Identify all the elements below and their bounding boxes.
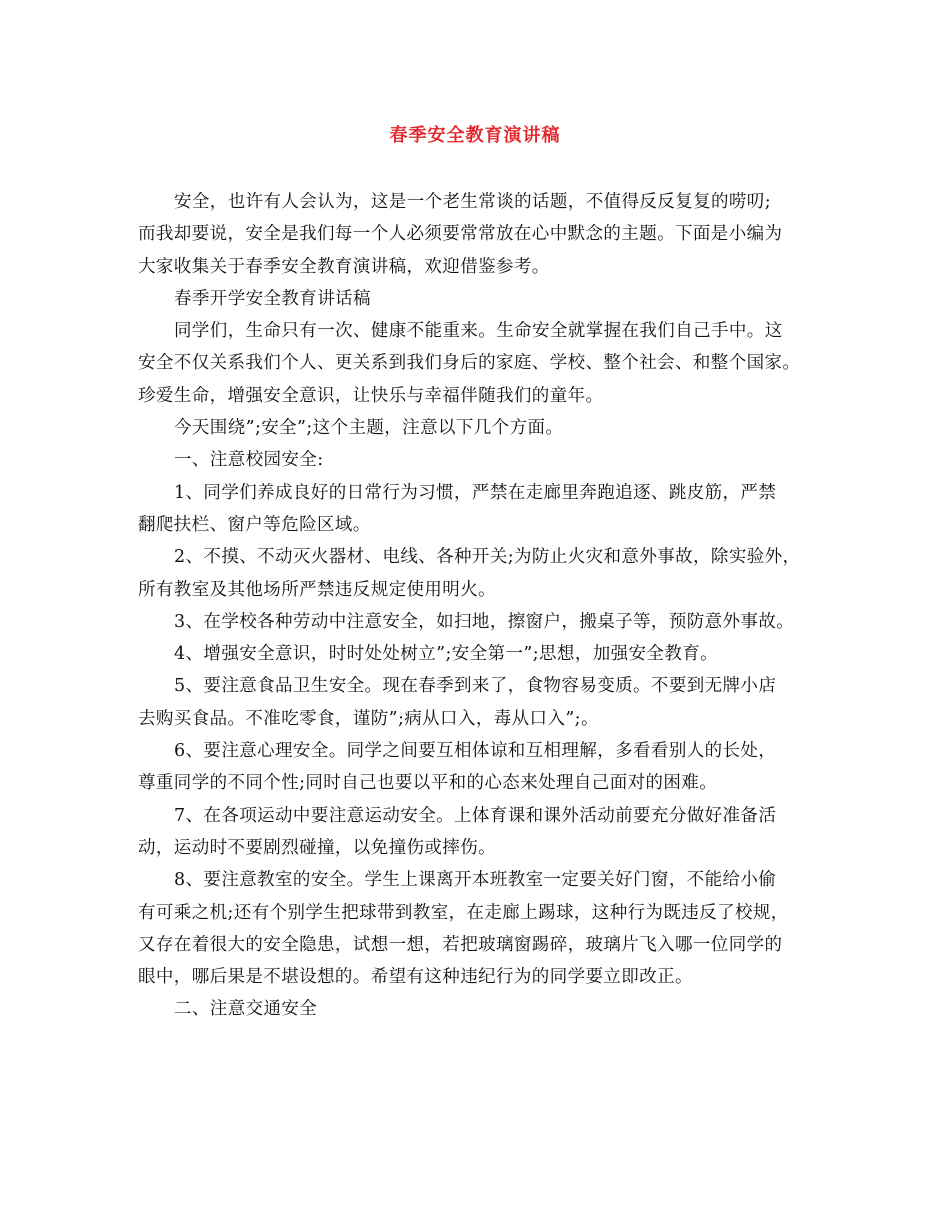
paragraph-first-line: 二、注意交通安全 (174, 999, 318, 1020)
document-body (138, 186, 818, 1026)
paragraph-first-line: 7、在各项运动中要注意运动安全。上体育课和课外活动前要充分做好准备活 (174, 805, 777, 826)
paragraph-line: 动，运动时不要剧烈碰撞，以免撞伤或摔伤。 (138, 837, 496, 858)
paragraph-line: 又存在着很大的安全隐患，试想一想，若把玻璃窗踢碎，玻璃片飞入哪一位同学的 (138, 934, 783, 955)
paragraph-line: 珍爱生命，增强安全意识，让快乐与幸福伴随我们的童年。 (138, 385, 604, 406)
paragraph-first-line: 8、要注意教室的安全。学生上课离开本班教室一定要关好门窗，不能给小偷 (174, 870, 777, 891)
paragraph-first-line: 1、同学们养成良好的日常行为习惯，严禁在走廊里奔跑追逐、跳皮筋，严禁 (174, 482, 777, 503)
paragraph-line: 而我却要说，安全是我们每一个人必须要常常放在心中默念的主题。下面是小编为 (138, 224, 783, 245)
paragraph-line: 眼中，哪后果是不堪设想的。希望有这种违纪行为的同学要立即改正。 (138, 967, 693, 988)
paragraph-line: 有可乘之机;还有个别学生把球带到教室，在走廊上踢球，这种行为既违反了校规， (138, 902, 789, 923)
paragraph-first-line: 今天围绕”;安全”;这个主题，注意以下几个方面。 (174, 418, 564, 439)
paragraph-line: 所有教室及其他场所严禁违反规定使用明火。 (138, 579, 496, 600)
paragraph-first-line: 5、要注意食品卫生安全。现在春季到来了，食物容易变质。不要到无牌小店 (174, 676, 777, 697)
paragraph-first-line: 6、要注意心理安全。同学之间要互相体谅和互相理解，多看看别人的长处， (174, 741, 777, 762)
paragraph-first-line: 春季开学安全教育讲话稿 (174, 288, 371, 309)
paragraph-line: 大家收集关于春季安全教育演讲稿，欢迎借鉴参考。 (138, 256, 550, 277)
paragraph-line: 翻爬扶栏、窗户等危险区域。 (138, 514, 371, 535)
paragraph-first-line: 2、不摸、不动灭火器材、电线、各种开关;为防止火灾和意外事故，除实验外， (174, 547, 801, 568)
paragraph-first-line: 同学们，生命只有一次、健康不能重来。生命安全就掌握在我们自己手中。这 (174, 321, 783, 342)
paragraph-first-line: 安全，也许有人会认为，这是一个老生常谈的话题，不值得反反复复的唠叨; (174, 192, 771, 212)
paragraph-first-line: 4、增强安全意识，时时处处树立”;安全第一”;思想，加强安全教育。 (174, 644, 719, 665)
paragraph-first-line: 一、注意校园安全: (174, 450, 324, 471)
paragraph-line: 安全不仅关系我们个人、更关系到我们身后的家庭、学校、整个社会、和整个国家。 (138, 353, 801, 374)
paragraph-line: 去购买食品。不准吃零食，谨防”;病从口入，毒从口入”;。 (138, 708, 599, 729)
paragraph-first-line: 3、在学校各种劳动中注意安全，如扫地，擦窗户，搬桌子等，预防意外事故。 (174, 611, 795, 632)
document-title: 春季安全教育演讲稿 (389, 125, 561, 146)
paragraph-line: 尊重同学的不同个性;同时自己也要以平和的心态来处理自己面对的困难。 (138, 773, 718, 794)
